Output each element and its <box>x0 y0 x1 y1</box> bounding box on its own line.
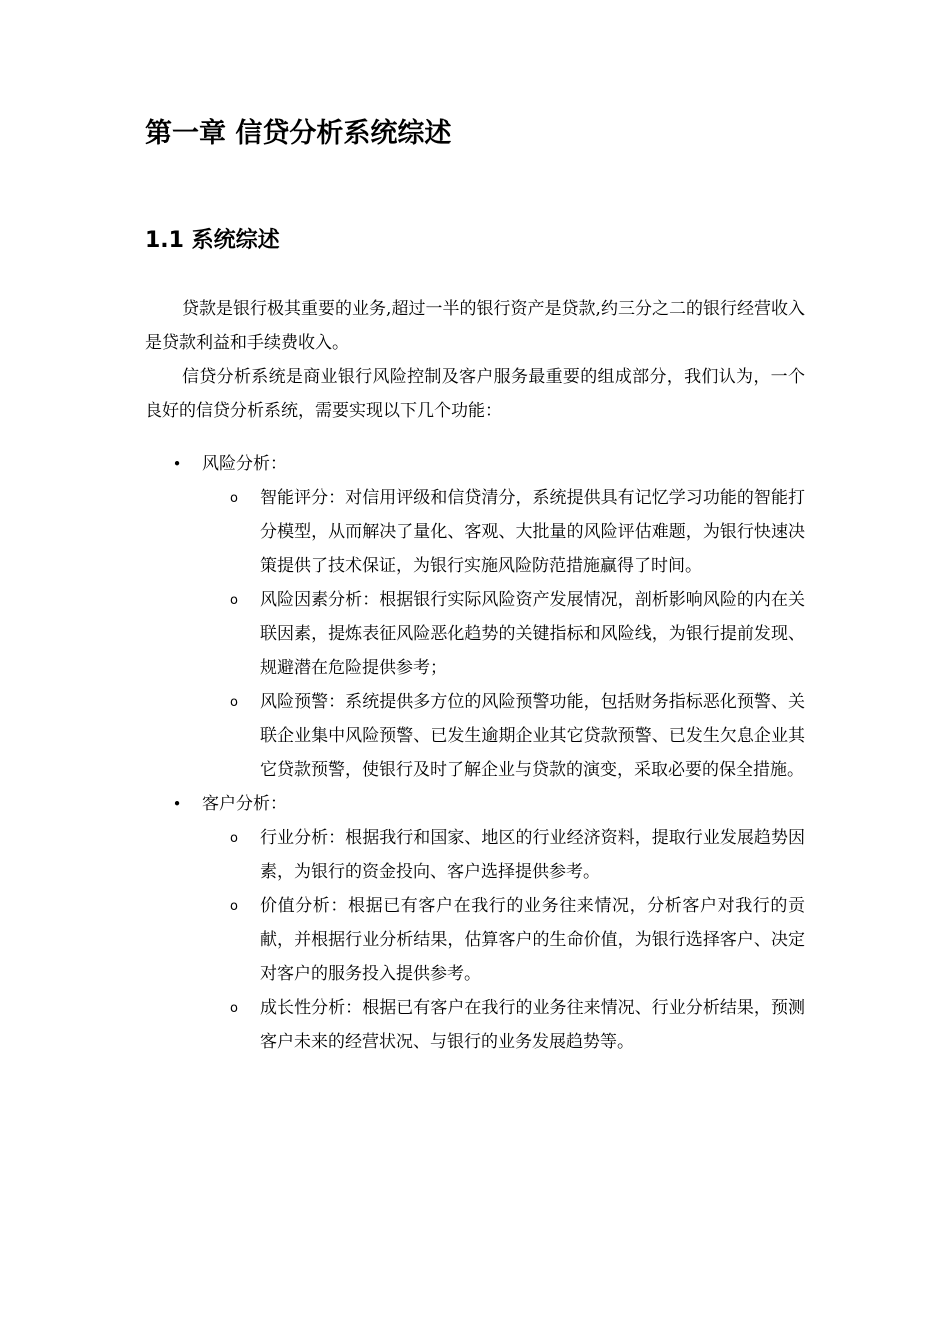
circle-bullet-icon: o <box>230 831 238 846</box>
circle-bullet-icon: o <box>230 899 238 914</box>
sub-list-item-text: 行业分析：根据我行和国家、地区的行业经济资料，提取行业发展趋势因素，为银行的资金投向、客户选择提供参考。 <box>260 828 805 882</box>
intro-text <box>145 292 805 428</box>
paragraph: 信贷分析系统是商业银行风险控制及客户服务最重要的组成部分，我们认为，一个良好的信贷分析系统，需要实现以下几个功能： <box>145 367 805 421</box>
bullet-icon: • <box>172 455 182 473</box>
sub-list-item-text: 成长性分析：根据已有客户在我行的业务往来情况、行业分析结果，预测客户未来的经营状况、与银行的业务发展趋势等。 <box>260 998 805 1052</box>
sub-list-item-text: 风险因素分析：根据银行实际风险资产发展情况，剖析影响风险的内在关联因素，提炼表征风险恶化趋势的关键指标和风险线，为银行提前发现、规避潜在危险提供参考； <box>260 590 805 678</box>
list-item-customer-analysis <box>145 787 805 821</box>
sub-list-item-text: 风险预警：系统提供多方位的风险预警功能，包括财务指标恶化预警、关联企业集中风险预警、已发生逾期企业其它贷款预警、已发生欠息企业其它贷款预警，使银行及时了解企业与贷款的演变，采取必要的保全措施。 <box>260 692 805 780</box>
circle-bullet-icon: o <box>230 1001 238 1016</box>
paragraph: 贷款是银行极其重要的业务,超过一半的银行资产是贷款,约三分之二的银行经营收入是贷款利益和手续费收入。 <box>145 299 805 353</box>
circle-bullet-icon: o <box>230 593 238 608</box>
sub-list-item-text: 智能评分：对信用评级和信贷清分，系统提供具有记忆学习功能的智能打分模型，从而解决了量化、客观、大批量的风险评估难题，为银行快速决策提供了技术保证，为银行实施风险防范措施赢得了时间。 <box>260 488 805 576</box>
sub-list-item <box>230 889 805 991</box>
sub-list-item <box>230 685 805 787</box>
list-item-risk-analysis <box>145 447 805 481</box>
bullet-icon: • <box>172 795 182 813</box>
circle-bullet-icon: o <box>230 491 238 506</box>
customer-analysis-sublist <box>145 821 805 1059</box>
sub-list-item <box>230 481 805 583</box>
circle-bullet-icon: o <box>230 695 238 710</box>
sub-list-item <box>230 583 805 685</box>
sub-list-item <box>230 991 805 1059</box>
sub-list-item <box>230 821 805 889</box>
sub-list-item-text: 价值分析：根据已有客户在我行的业务往来情况，分析客户对我行的贡献，并根据行业分析结果，估算客户的生命价值，为银行选择客户、决定对客户的服务投入提供参考。 <box>260 896 805 984</box>
risk-analysis-sublist <box>145 481 805 787</box>
function-list <box>145 447 805 1059</box>
list-item-label: 风险分析： <box>202 454 287 474</box>
list-item-label: 客户分析： <box>202 794 287 814</box>
section-title: 1.1 系统综述 <box>145 228 280 253</box>
chapter-title: 第一章 信贷分析系统综述 <box>145 118 452 149</box>
